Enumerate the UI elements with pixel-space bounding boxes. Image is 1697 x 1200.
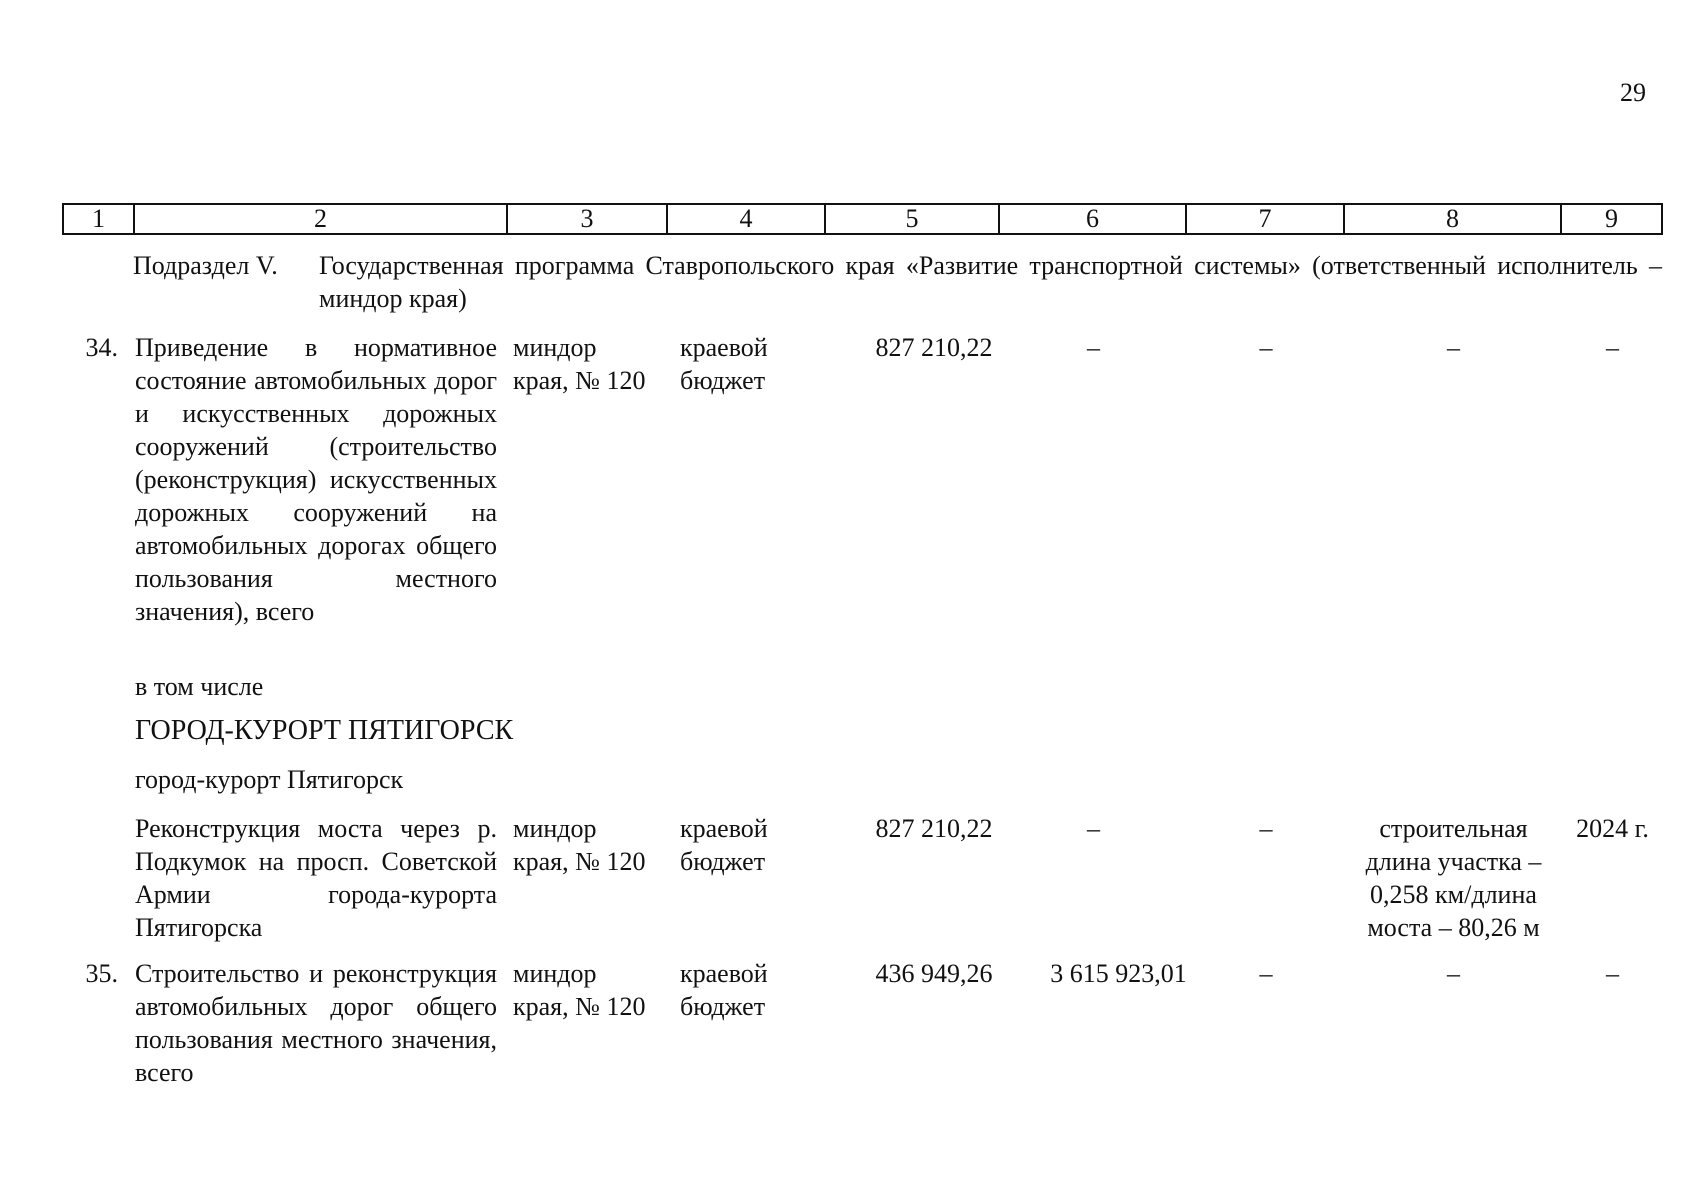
funding-source-line-1: краевой: [680, 814, 768, 843]
value-col-8: –: [1447, 333, 1460, 362]
executor-line-2: края, № 120: [513, 847, 646, 876]
value-col-7: –: [1259, 959, 1273, 988]
value-col-5: 436 949,26: [875, 959, 993, 988]
column-number: 4: [667, 204, 825, 234]
value-col-7: –: [1259, 333, 1273, 362]
column-number: 6: [999, 204, 1186, 234]
executor-line-2: края, № 120: [513, 992, 646, 1021]
column-number: 7: [1186, 204, 1344, 234]
column-number: 9: [1561, 204, 1662, 234]
column-number-header: [62, 203, 1663, 235]
municipality-heading: ГОРОД-КУРОРТ ПЯТИГОРСК: [135, 715, 514, 746]
value-col-5: 827 210,22: [875, 333, 993, 362]
subsection-prefix: Подраздел V.: [133, 251, 278, 280]
funding-source-line-2: бюджет: [680, 847, 766, 876]
funding-source-line-1: краевой: [680, 333, 768, 362]
value-col-8: –: [1447, 959, 1460, 988]
value-col-6: 3 615 923,01: [1050, 959, 1187, 988]
column-number: 8: [1344, 204, 1561, 234]
value-col-6: –: [1087, 814, 1100, 843]
value-col-9: 2024 г.: [1576, 814, 1649, 843]
column-number: 3: [507, 204, 667, 234]
funding-source-line-2: бюджет: [680, 992, 766, 1021]
in-that-number-label: в том числе: [135, 672, 264, 701]
value-col-6: –: [1087, 333, 1100, 362]
column-number: 2: [134, 204, 507, 234]
row-number: 34.: [85, 333, 118, 362]
page-number: 29: [1620, 78, 1646, 107]
executor-line-1: миндор: [513, 814, 597, 843]
executor-line-1: миндор: [513, 959, 597, 988]
municipality-subheading: город-курорт Пятигорск: [135, 765, 404, 794]
value-col-9: –: [1606, 959, 1619, 988]
funding-source-line-2: бюджет: [680, 366, 766, 395]
value-col-5: 827 210,22: [875, 814, 993, 843]
value-col-8: строительная длина участка – 0,258 км/длина моста – 80,26 м: [1365, 814, 1542, 942]
value-col-9: –: [1606, 333, 1619, 362]
column-number: 1: [63, 204, 134, 234]
executor-line-2: края, № 120: [513, 366, 646, 395]
row-number: 35.: [85, 959, 118, 988]
measure-name: Строительство и реконструкция автомобильных дорог общего пользования местного значения, всего: [135, 959, 497, 1087]
measure-name: Реконструкция моста через р. Подкумок на просп. Советской Армии города-курорта Пятигорска: [135, 814, 497, 942]
value-col-7: –: [1259, 814, 1273, 843]
column-number: 5: [825, 204, 999, 234]
executor-line-1: миндор: [513, 333, 597, 362]
measure-name: Приведение в нормативное состояние автомобильных дорог и искусственных дорожных сооружений (строительство (реконструкция) искусственных дорожных сооружений на автомобильных дорогах общего пользования местного значения), всего: [135, 333, 497, 626]
funding-source-line-1: краевой: [680, 959, 768, 988]
subsection-title: Государственная программа Ставропольского края «Развитие транспортной системы» (ответственный исполнитель – миндор края): [319, 251, 1662, 313]
